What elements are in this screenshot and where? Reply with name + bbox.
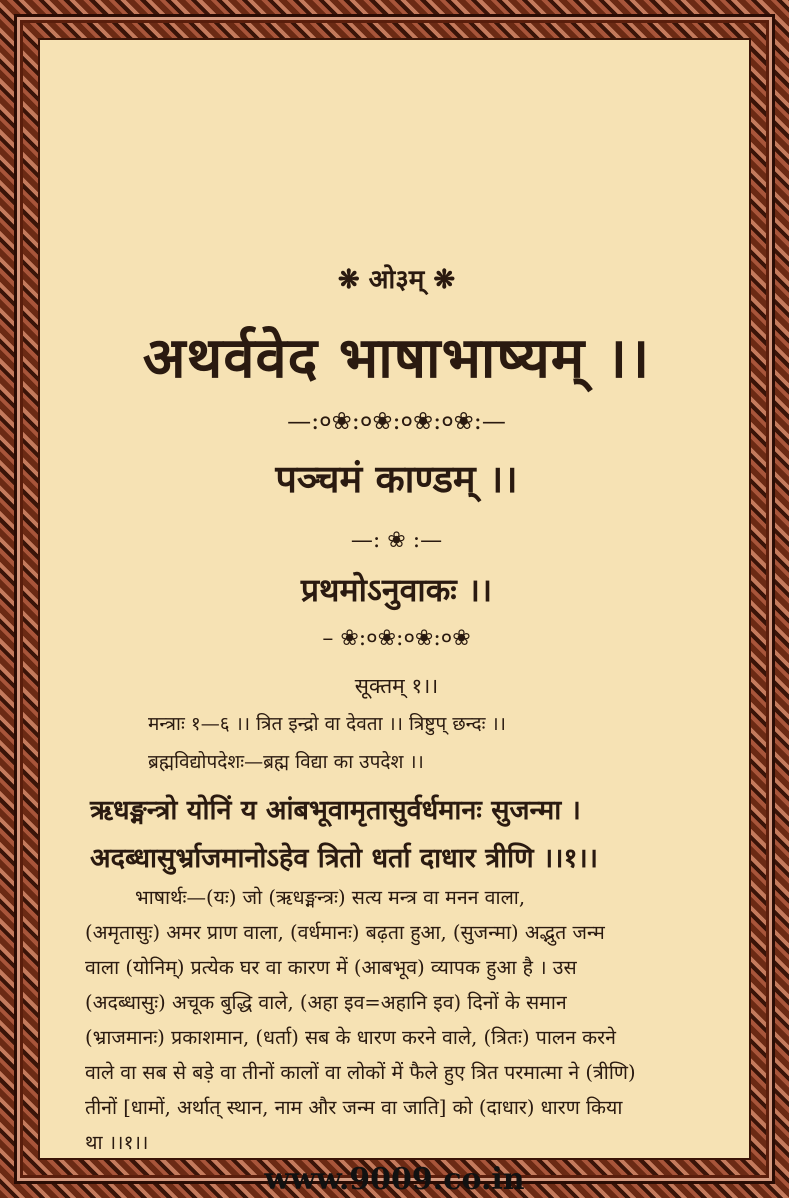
upadesha-line: ब्रह्मविद्योपदेशः—ब्रह्म विद्या का उपदेश ।।: [148, 751, 424, 773]
ornament-divider-2: —: ❀ :—: [350, 528, 443, 553]
commentary-line: भाषार्थः—(यः) जो (ऋधङ्मन्त्रः) सत्य मन्त्र वा मनन वाला,: [135, 886, 526, 909]
mantra-metadata: मन्त्राः १—६ ।। त्रित इन्द्रो वा देवता ।। त्रिष्टुप् छन्दः ।।: [148, 713, 506, 735]
ornament-divider-1: —:०❀:०❀:०❀:०❀:—: [287, 407, 506, 435]
commentary-line: वाले वा सब से बड़े वा तीनों कालों वा लोकों में फैले हुए त्रित परमात्मा ने (त्रीणि): [85, 1061, 636, 1084]
commentary-line: तीनों [धामों, अर्थात् स्थान, नाम और जन्म वा जाति] को (दाधार) धारण किया: [85, 1096, 623, 1119]
anuvaka-heading: प्रथमोऽनुवाकः ।।: [300, 571, 493, 609]
verse-line-2: अदब्धासुर्भ्राजमानोऽहेव त्रितो धर्ता दाधार त्रीणि ।।१।।: [90, 843, 598, 874]
ornament-divider-3: – ❀:०❀:०❀:०❀: [322, 626, 471, 651]
document-page: [38, 38, 751, 1160]
suktam-heading: सूक्तम् १।।: [354, 674, 439, 698]
kandam-heading: पञ्चमं काण्डम् ।।: [275, 456, 518, 501]
bhasha-commentary: [85, 880, 725, 1160]
page-title: अथर्ववेद भाषाभाष्यम् ।।: [142, 325, 651, 391]
commentary-line: वाला (योनिम्) प्रत्येक घर वा कारण में (आबभूव) व्यापक हुआ है । उस: [85, 956, 577, 979]
om-heading: ❋ ओ३म् ❋: [337, 265, 456, 295]
website-url: www.9009.co.in: [264, 1162, 525, 1197]
commentary-line: (भ्राजमानः) प्रकाशमान, (धर्ता) सब के धारण करने वाले, (त्रितः) पालन करने: [85, 1026, 616, 1049]
verse-line-1: ऋधङ्मन्त्रो योनिं य आंबभूवामृतासुर्वर्धमानः सुजन्मा ।: [90, 795, 581, 826]
commentary-line: था ।।१।।: [85, 1131, 149, 1154]
commentary-line: (अदब्धासुः) अचूक बुद्धि वाले, (अहा इव=अहानि इव) दिनों के समान: [85, 991, 567, 1014]
commentary-line: (अमृतासुः) अमर प्राण वाला, (वर्धमानः) बढ़ता हुआ, (सुजन्मा) अद्भुत जन्म: [85, 921, 605, 944]
